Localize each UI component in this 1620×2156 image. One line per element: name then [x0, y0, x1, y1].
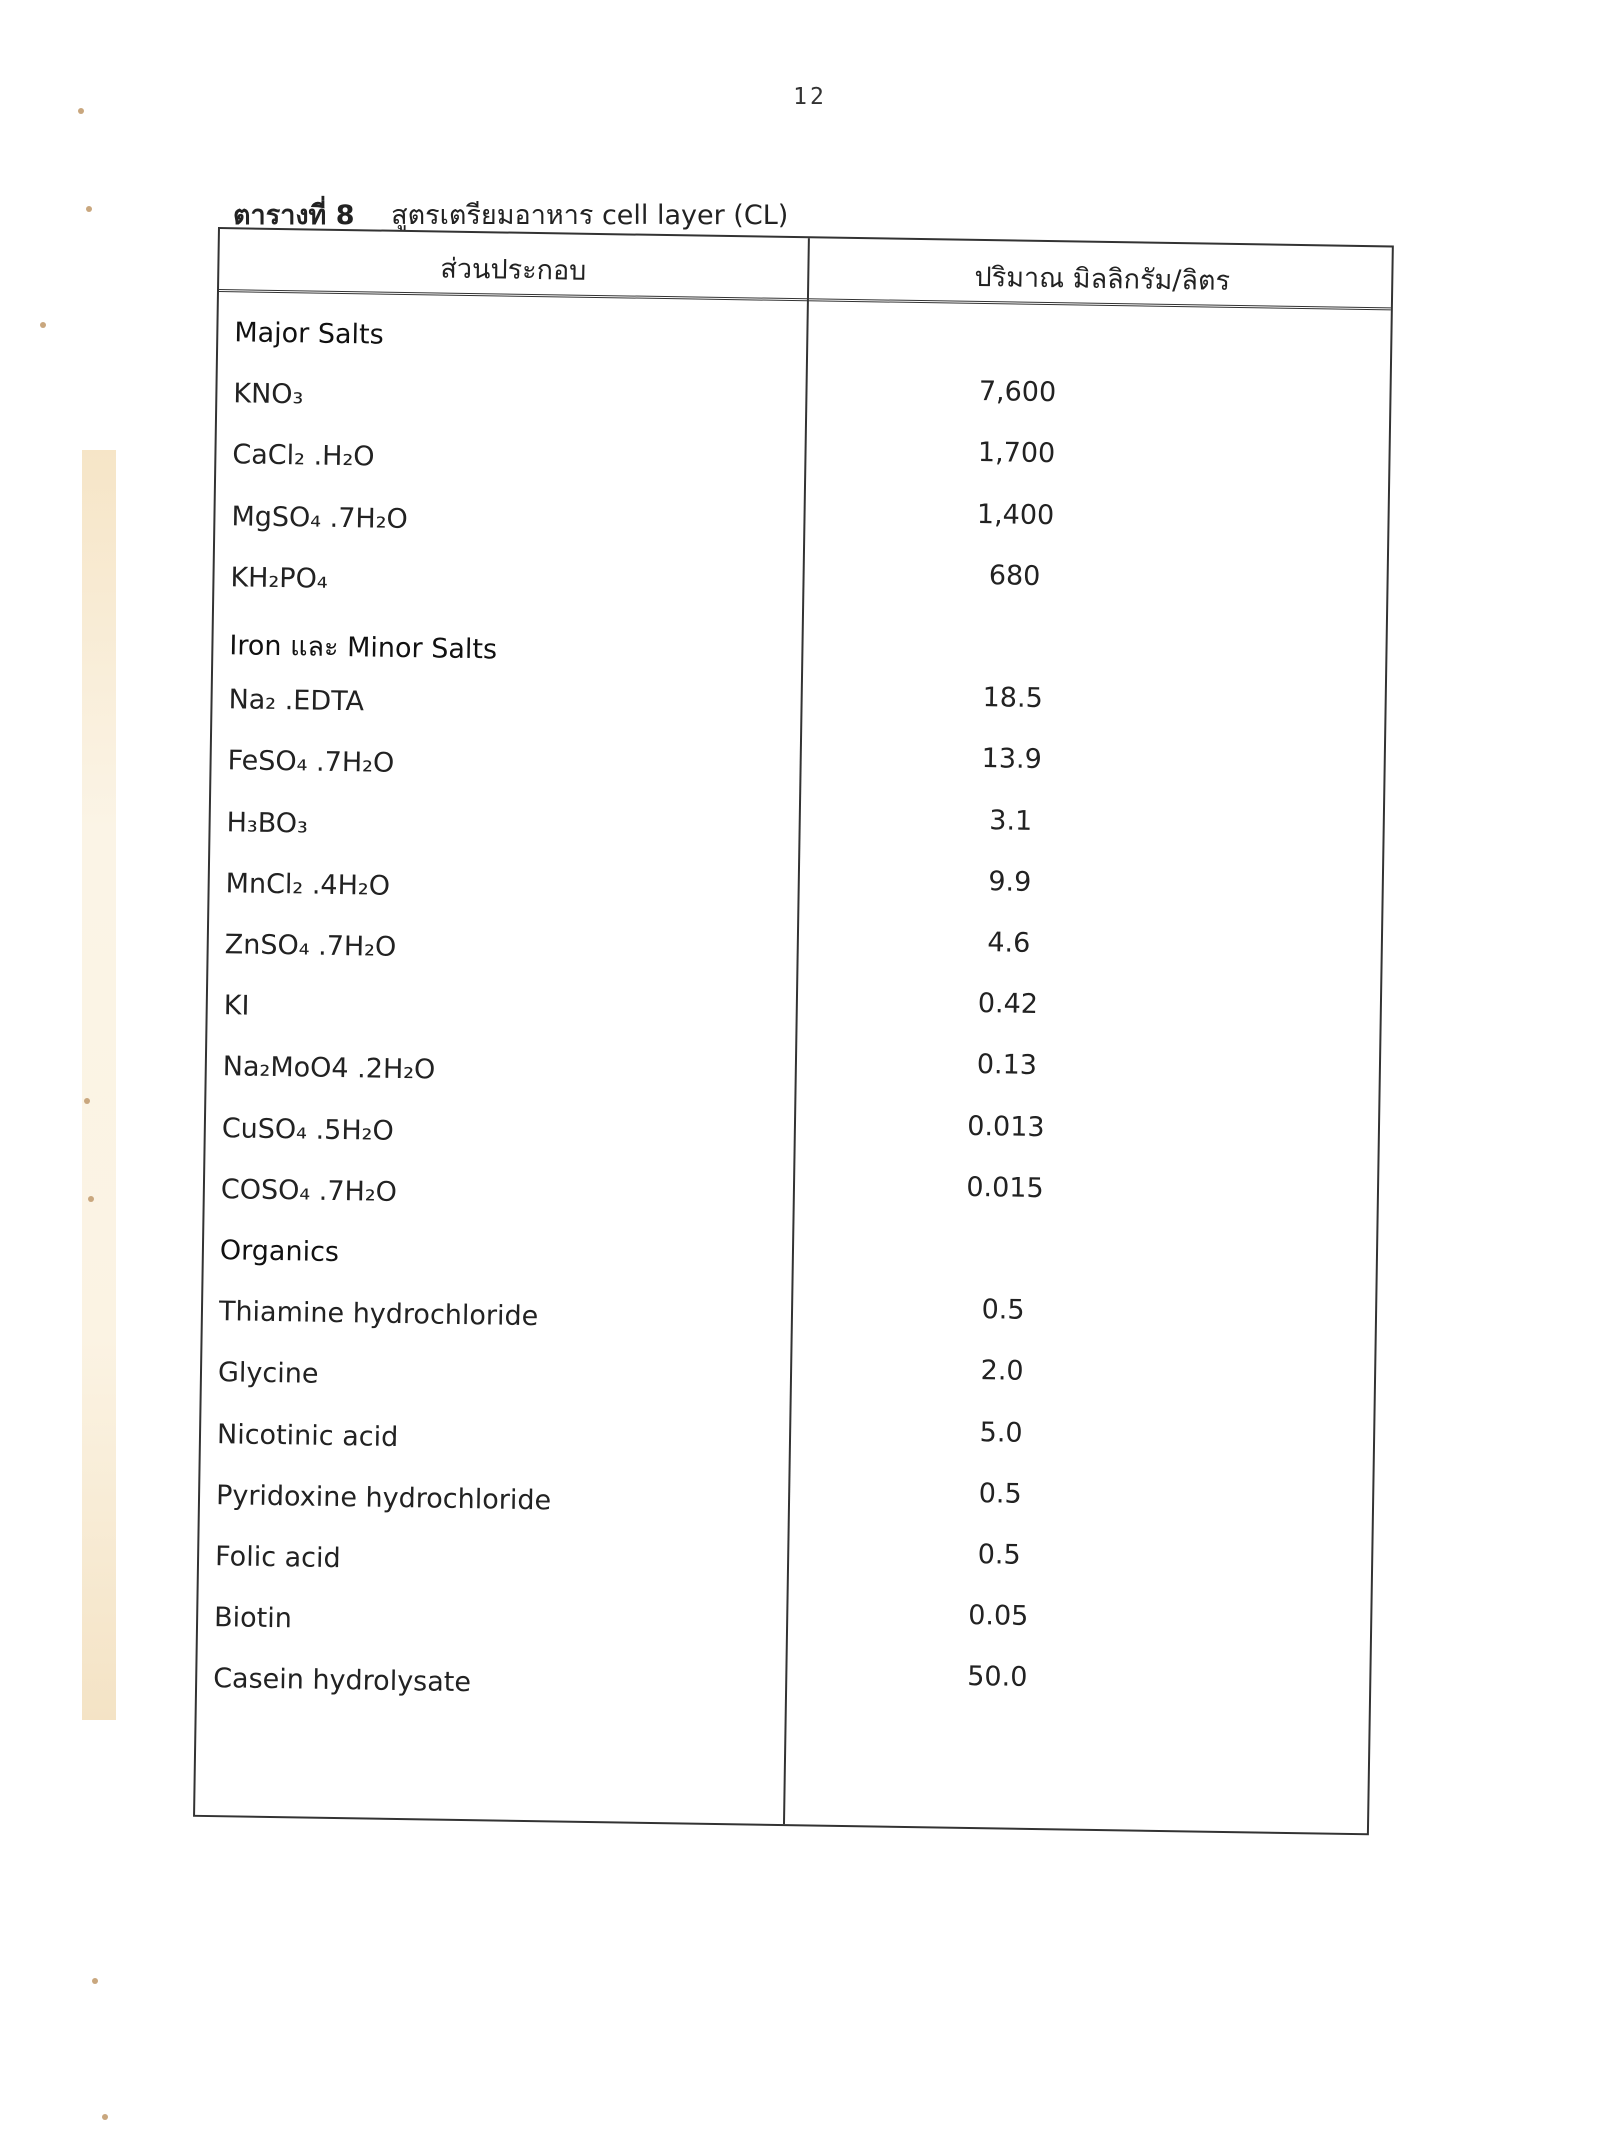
component-amount: 18.5 [982, 682, 1043, 715]
component-name: Nicotinic acid [216, 1418, 399, 1453]
component-name: ZnSO₄ .7H₂O [224, 929, 397, 963]
component-amount: 4.6 [987, 927, 1031, 959]
component-name: Thiamine hydrochloride [218, 1296, 539, 1333]
component-name: KI [223, 990, 250, 1022]
table-title: สูตรเตรียมอาหาร cell layer (CL) [391, 200, 789, 231]
header-amount: ปริมาณ มิลลิกรัม/ลิตร [974, 261, 1231, 297]
scan-speck [92, 1978, 98, 1984]
scan-speck [84, 1098, 90, 1104]
component-amount: 0.5 [981, 1294, 1025, 1326]
component-amount: 2.0 [980, 1355, 1024, 1388]
component-name: KH₂PO₄ [230, 562, 328, 595]
component-name: Biotin [213, 1602, 293, 1635]
component-amount: 7,600 [978, 376, 1057, 409]
formula-table [193, 227, 1394, 1835]
component-amount: 50.0 [967, 1661, 1028, 1694]
component-name: H₃BO₃ [226, 806, 309, 840]
component-amount: 0.42 [977, 988, 1039, 1021]
header-component: ส่วนประกอบ [440, 253, 587, 287]
component-amount: 1,400 [976, 498, 1055, 531]
component-name: Folic acid [214, 1541, 341, 1575]
scan-speck [88, 1196, 94, 1202]
table-label: ตารางที่ 8 [233, 200, 355, 231]
component-amount: 0.05 [967, 1600, 1029, 1633]
component-amount: 5.0 [979, 1416, 1023, 1449]
component-name: CuSO₄ .5H₂O [221, 1112, 394, 1147]
component-name: Casein hydrolysate [212, 1663, 472, 1699]
group-heading: Major Salts [234, 317, 384, 351]
group-heading: Organics [219, 1235, 340, 1269]
group-heading: Iron และ Minor Salts [229, 630, 498, 666]
component-name: CaCl₂ .H₂O [232, 439, 375, 473]
component-amount: 0.5 [977, 1539, 1021, 1571]
component-amount: 3.1 [989, 804, 1033, 837]
scan-margin-stain [82, 450, 116, 1720]
component-name: Glycine [217, 1357, 319, 1391]
scan-speck [86, 206, 92, 212]
component-name: Na₂ .EDTA [228, 684, 365, 718]
component-amount: 680 [988, 559, 1041, 592]
component-name: FeSO₄ .7H₂O [227, 745, 395, 780]
component-name: KNO₃ [233, 378, 304, 411]
component-name: MnCl₂ .4H₂O [225, 868, 391, 902]
scan-speck [40, 322, 46, 328]
component-amount: 9.9 [988, 865, 1032, 898]
component-name: Pyridoxine hydrochloride [215, 1479, 552, 1517]
component-amount: 1,700 [977, 437, 1056, 470]
component-amount: 0.5 [978, 1477, 1022, 1510]
component-name: MgSO₄ .7H₂O [231, 500, 409, 535]
page-number: 12 [793, 84, 827, 110]
component-name: Na₂MoO4 .2H₂O [222, 1051, 436, 1086]
component-amount: 0.13 [976, 1049, 1038, 1082]
component-amount: 0.015 [966, 1171, 1044, 1204]
component-amount: 0.013 [967, 1110, 1045, 1143]
scan-speck [102, 2114, 108, 2120]
component-name: COSO₄ .7H₂O [220, 1173, 398, 1208]
component-amount: 13.9 [981, 743, 1043, 776]
